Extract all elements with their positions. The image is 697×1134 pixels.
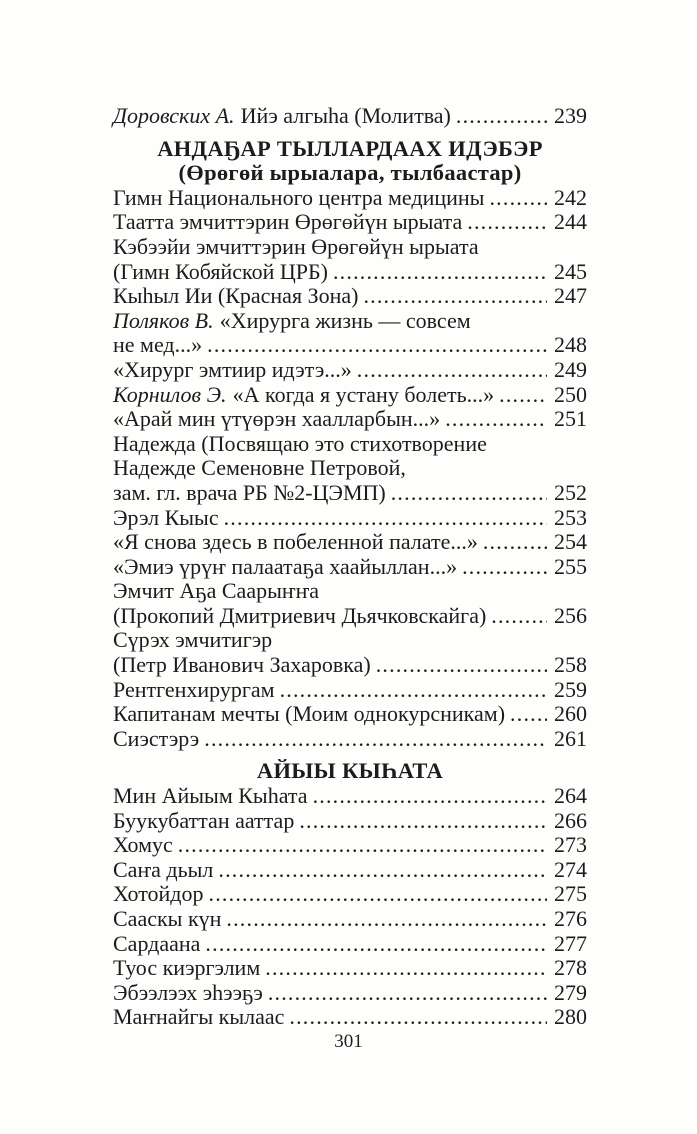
toc-entry (113, 784, 587, 809)
entry-title: Ийэ алгыһа (Молитва) (240, 103, 451, 128)
section-heading: (Өрөгөй ырыалара, тылбаастар) (178, 160, 522, 186)
entry-title: Мин Айыым Кыһата (113, 783, 308, 809)
toc-entry (113, 981, 587, 1006)
entry-title: Хомус (113, 832, 173, 858)
toc-entry (113, 907, 587, 932)
dot-leader (313, 784, 547, 809)
entry-title: Буукубаттан ааттар (113, 807, 295, 833)
toc-entry (113, 506, 587, 531)
entry-page-number: 252 (554, 479, 587, 505)
entry-title: Надежда (Посвящаю это стихотворение (113, 430, 487, 456)
entry-page-number: 244 (554, 209, 587, 235)
entry-page-number: 247 (554, 283, 587, 309)
dot-leader (483, 530, 547, 555)
dot-leader (205, 932, 547, 957)
entry-page-number: 275 (554, 881, 587, 907)
entry-page-number: 280 (554, 1004, 587, 1030)
section-heading: АНДАҔАР ТЫЛЛАРДААХ ИДЭБЭР (157, 135, 543, 161)
entry-title: (Прокопий Дмитриевич Дьячковскайга) (113, 602, 487, 628)
dot-leader (299, 809, 547, 834)
entry-page-number: 239 (554, 103, 587, 128)
dot-leader (289, 1005, 547, 1030)
toc-entry (113, 653, 587, 678)
toc-entry (113, 407, 587, 432)
dot-leader (467, 210, 547, 235)
entry-title: Сааскы күн (113, 906, 222, 931)
toc-entry (113, 604, 587, 629)
toc-entry-continuation (113, 579, 587, 604)
entry-page-number: 261 (554, 725, 587, 751)
toc-entry-continuation (113, 456, 587, 481)
toc-entry (113, 809, 587, 834)
toc-entry (113, 727, 587, 752)
dot-leader (363, 284, 547, 309)
entry-page-number: 264 (554, 783, 587, 809)
entry-author: Поляков В. (113, 307, 214, 333)
entry-author: Доровских А. (113, 103, 235, 128)
section-heading: АЙЫЫ КЫҺАТА (256, 758, 444, 784)
toc-entry (113, 104, 587, 129)
entry-title: Туос киэргэлим (113, 955, 261, 981)
dot-leader (207, 333, 547, 358)
entry-title: не мед...» (113, 332, 203, 358)
entry-page-number: 255 (554, 553, 587, 579)
toc-entry (113, 956, 587, 981)
toc-entry (113, 932, 587, 957)
entry-title: Капитанам мечты (Моим однокурсникам) (113, 701, 506, 727)
entry-title: «Эмиэ үрүҥ палаатаҕа хаайыллан...» (113, 553, 458, 579)
entry-page-number: 266 (554, 807, 587, 833)
entry-title: «Я снова здесь в побеленной палате...» (113, 529, 478, 555)
entry-title: (Гимн Кобяйской ЦРБ) (113, 258, 328, 284)
entry-page-number: 258 (554, 652, 587, 678)
entry-page-number: 250 (554, 381, 587, 407)
dot-leader (510, 702, 547, 727)
dot-leader (391, 481, 547, 506)
entry-page-number: 273 (554, 832, 587, 858)
entry-title: Таатта эмчиттэрин Өрөгөйүн ырыата (113, 209, 463, 235)
toc-entry (113, 882, 587, 907)
entry-title: Кыһыл Ии (Красная Зона) (113, 283, 359, 309)
entry-title: «Хирург эмтиир идэтэ...» (113, 356, 352, 382)
entry-page-number: 260 (554, 701, 587, 727)
toc-entry (113, 858, 587, 883)
toc-entry (113, 702, 587, 727)
dot-leader (204, 727, 547, 752)
entry-page-number: 274 (554, 856, 587, 882)
toc-entry (113, 678, 587, 703)
entry-page-number: 279 (554, 979, 587, 1005)
dot-leader (499, 383, 547, 408)
dot-leader (265, 956, 547, 981)
entry-title: Эбээлээх эһээҕэ (113, 979, 263, 1005)
entry-title: Кэбээйи эмчиттэрин Өрөгөйүн ырыата (113, 233, 479, 259)
dot-leader (178, 833, 547, 858)
toc-entry (113, 260, 587, 285)
entry-author: Корнилов Э. (113, 381, 227, 407)
toc-entry (113, 333, 587, 358)
dot-leader (218, 858, 547, 883)
toc-entry-continuation (113, 309, 587, 334)
entry-page-number: 242 (554, 184, 587, 210)
entry-page-number: 251 (554, 406, 587, 432)
entry-page-number: 254 (554, 529, 587, 555)
toc-entry-continuation (113, 628, 587, 653)
toc-entry (113, 530, 587, 555)
entry-page-number: 259 (554, 676, 587, 702)
dot-leader (456, 104, 547, 129)
entry-title: Гимн Национального центра медицины (113, 184, 485, 210)
entry-page-number: 248 (554, 332, 587, 358)
dot-leader (226, 907, 547, 932)
entry-title: Сүрэх эмчитигэр (113, 627, 273, 653)
entry-page-number: 245 (554, 258, 587, 284)
entry-title: Эмчит Аҕа Саарыҥҥа (113, 578, 320, 604)
entry-page-number: 276 (554, 906, 587, 931)
entry-title: Сардаана (113, 930, 201, 956)
entry-page-number: 278 (554, 955, 587, 981)
toc-entry (113, 383, 587, 408)
entry-title: «Арай мин үтүөрэн хаалларбын...» (113, 406, 441, 432)
dot-leader (333, 260, 547, 285)
entry-title: «Хирурга жизнь — совсем (219, 307, 471, 333)
entry-title: Сиэстэрэ (113, 725, 200, 751)
dot-leader (462, 555, 547, 580)
entry-title: Хотойдор (113, 881, 204, 907)
dot-leader (376, 653, 547, 678)
toc-entry (113, 1005, 587, 1030)
toc-entry (113, 481, 587, 506)
toc-entry (113, 186, 587, 211)
toc-list (113, 104, 587, 1030)
entry-title: Эрэл Кыыс (113, 504, 219, 530)
dot-leader (489, 186, 547, 211)
entry-title: зам. гл. врача РБ №2-ЦЭМП) (113, 479, 386, 505)
toc-entry (113, 358, 587, 383)
folio-page-number: 301 (334, 1031, 363, 1052)
toc-entry-continuation (113, 432, 587, 457)
dot-leader (445, 407, 547, 432)
dot-leader (268, 981, 547, 1006)
toc-entry (113, 284, 587, 309)
entry-page-number: 277 (554, 930, 587, 956)
entry-title: Надежде Семеновне Петровой, (113, 455, 406, 481)
dot-leader (209, 882, 547, 907)
dot-leader (491, 604, 547, 629)
entry-page-number: 256 (554, 602, 587, 628)
toc-entry (113, 555, 587, 580)
toc-entry (113, 210, 587, 235)
entry-title: Рентгенхирургам (113, 676, 275, 702)
toc-entry-continuation (113, 235, 587, 260)
dot-leader (357, 358, 547, 383)
dot-leader (224, 506, 547, 531)
dot-leader (280, 678, 547, 703)
entry-title: (Петр Иванович Захаровка) (113, 652, 371, 678)
entry-page-number: 253 (554, 504, 587, 530)
entry-title: Саҥа дьыл (113, 856, 214, 882)
toc-entry (113, 833, 587, 858)
entry-title: Маҥнайгы кылаас (113, 1004, 285, 1030)
entry-title: «А когда я устану болеть...» (232, 381, 495, 407)
entry-page-number: 249 (554, 356, 587, 382)
